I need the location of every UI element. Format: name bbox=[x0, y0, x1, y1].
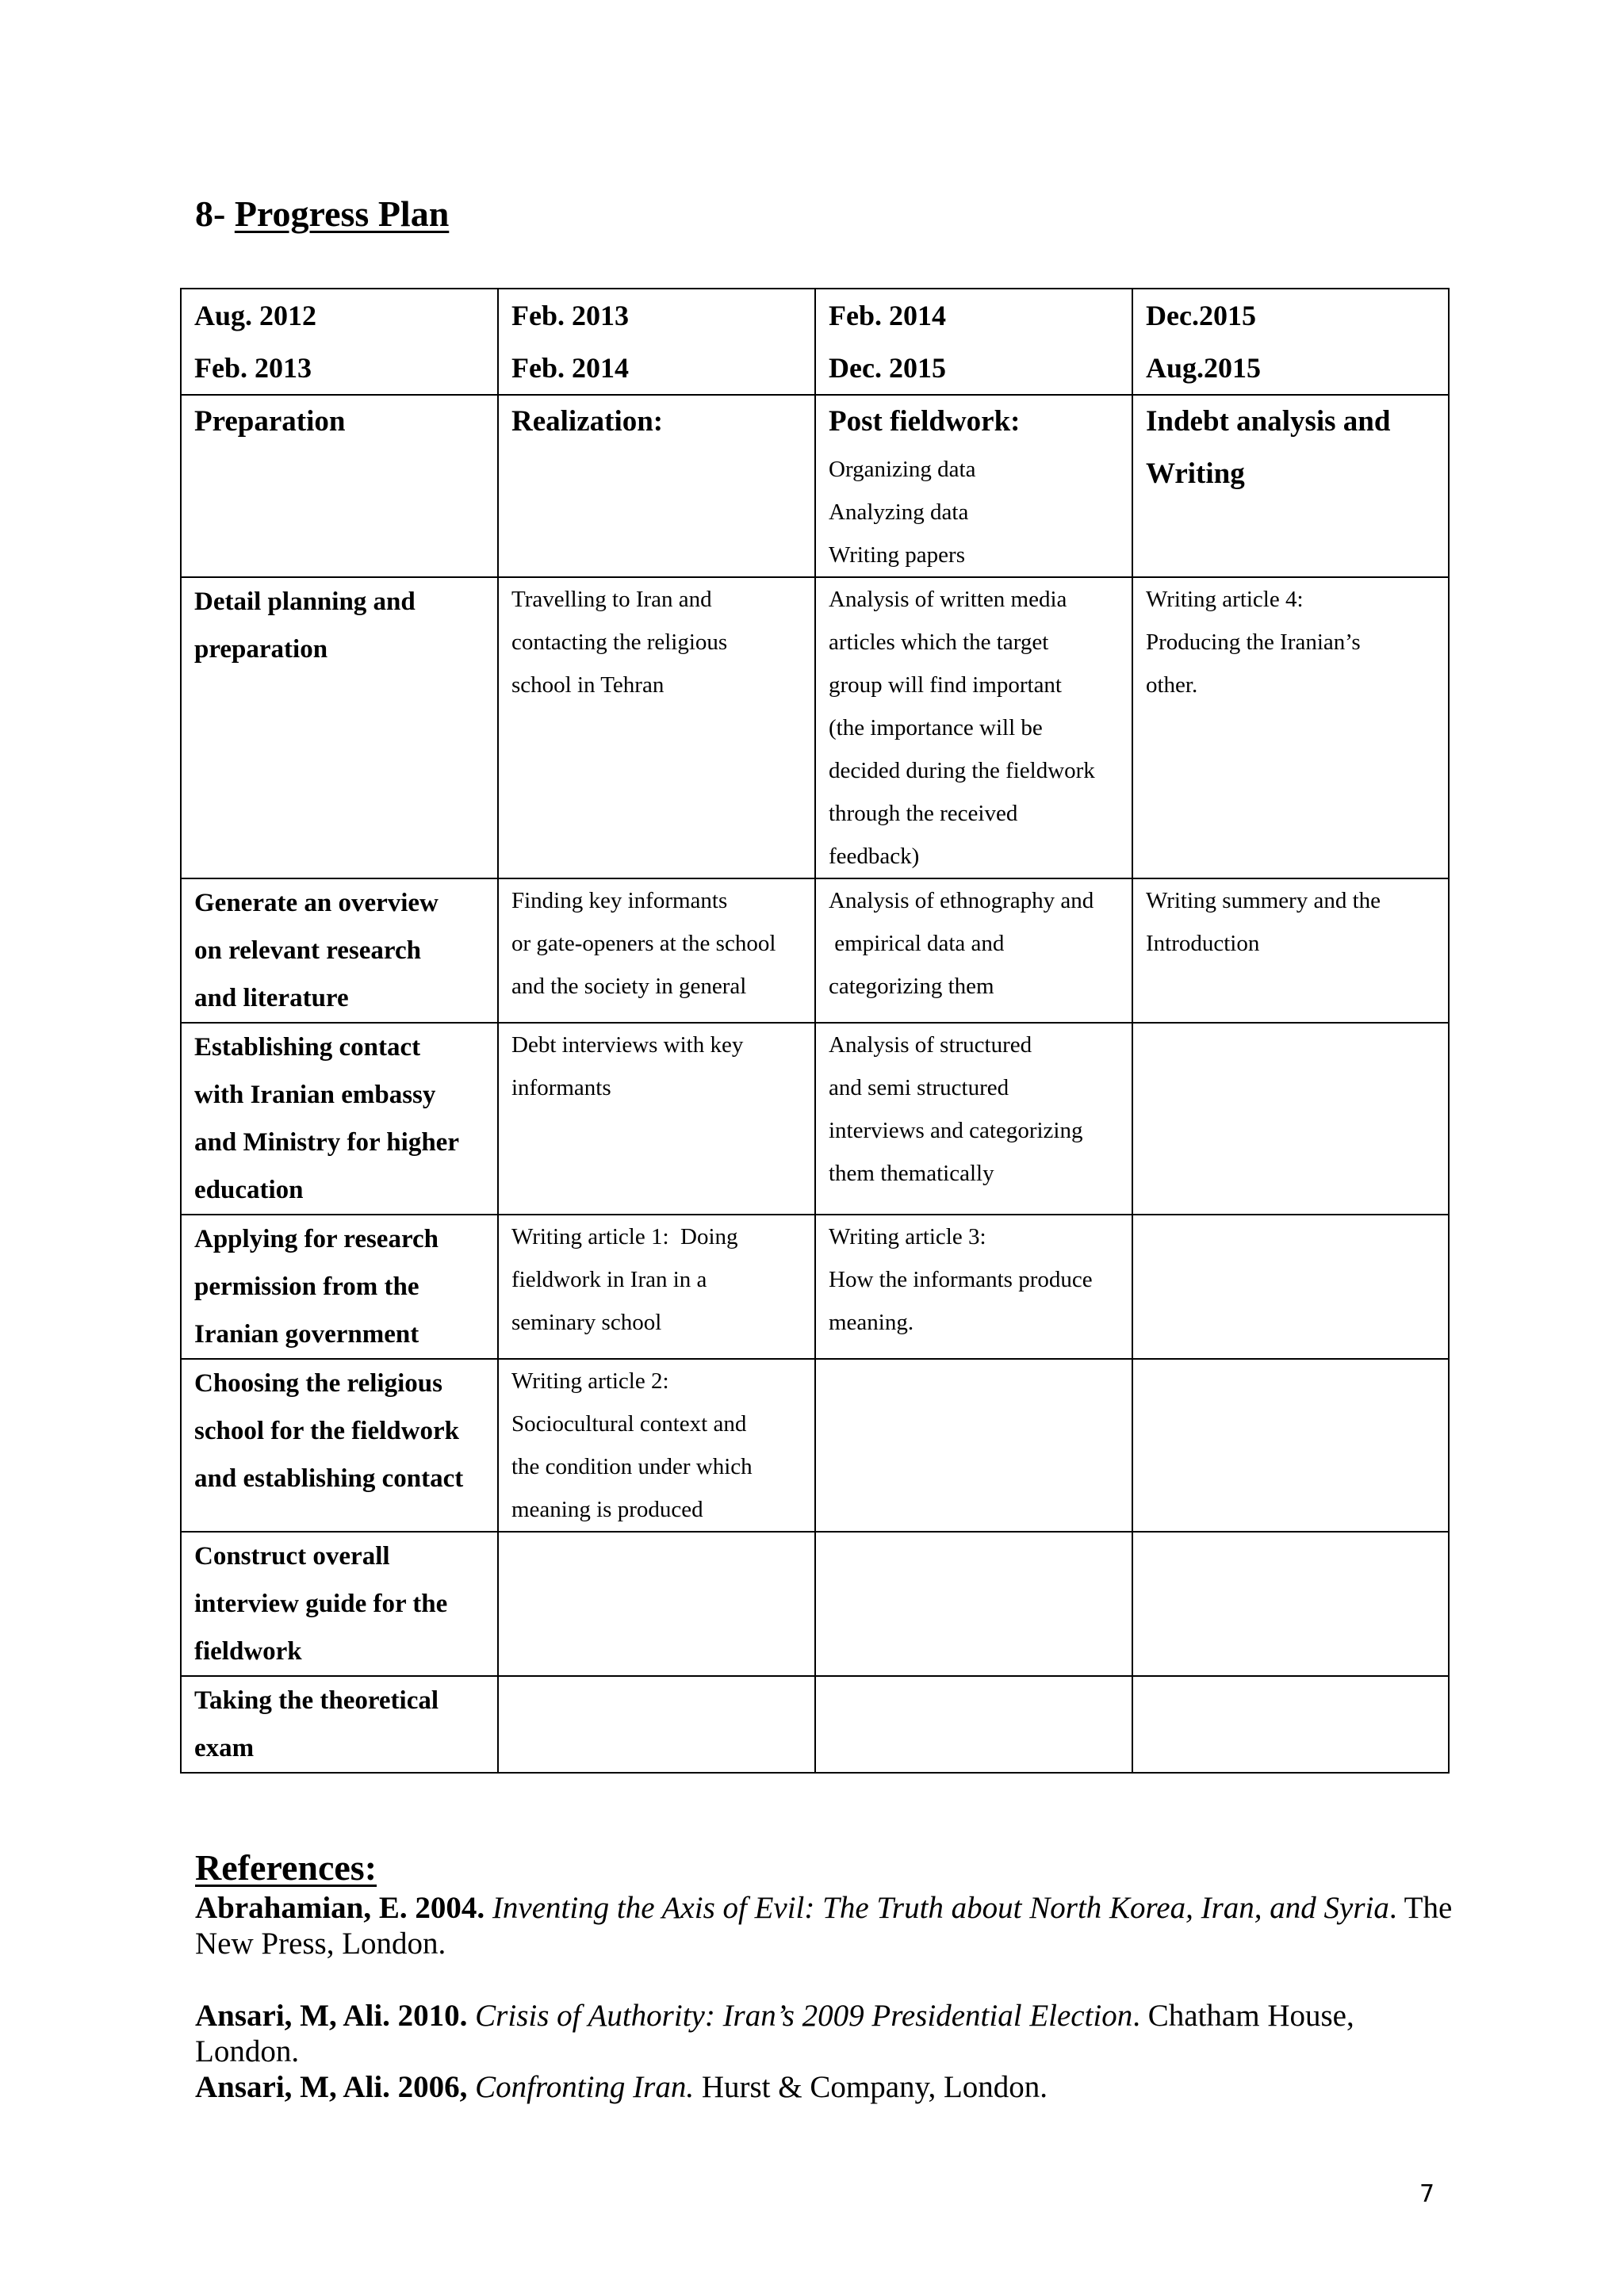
phase-label: Realization: bbox=[511, 405, 664, 438]
phase-cell bbox=[1132, 395, 1449, 577]
task-line: Generate an overview bbox=[194, 889, 439, 917]
detail-line: Writing article 1: Doing bbox=[511, 1224, 738, 1249]
task-line: Detail planning and bbox=[194, 587, 416, 616]
detail-line: informants bbox=[511, 1075, 611, 1100]
period-row bbox=[181, 289, 1449, 395]
detail-cell bbox=[1132, 1023, 1449, 1215]
detail-line: feedback) bbox=[829, 844, 920, 869]
reference-title: Crisis of Authority: Iran’s 2009 Presidential Election bbox=[475, 1999, 1133, 2033]
section-number: 8- bbox=[195, 193, 235, 234]
table-row bbox=[181, 878, 1449, 1023]
detail-line: the condition under which bbox=[511, 1454, 753, 1479]
detail-line: meaning. bbox=[829, 1310, 914, 1335]
detail-cell bbox=[498, 1532, 815, 1676]
table-row bbox=[181, 1023, 1449, 1215]
period-start: Dec.2015 bbox=[1146, 300, 1256, 331]
task-line: interview guide for the bbox=[194, 1590, 448, 1618]
task-line: education bbox=[194, 1176, 304, 1204]
task-cell bbox=[181, 1532, 498, 1676]
detail-line: group will find important bbox=[829, 672, 1062, 698]
detail-line: or gate-openers at the school bbox=[511, 931, 776, 956]
period-cell bbox=[181, 289, 498, 395]
task-line: school for the fieldwork bbox=[194, 1417, 459, 1445]
period-start: Feb. 2014 bbox=[829, 300, 946, 331]
reference-publisher: . The New Press, London. bbox=[195, 1891, 1453, 1961]
period-end: Feb. 2013 bbox=[194, 352, 312, 384]
detail-line: fieldwork in Iran in a bbox=[511, 1267, 707, 1292]
detail-line: Writing article 2: bbox=[511, 1368, 669, 1394]
reference-publisher: . Chatham House, London. bbox=[195, 1999, 1354, 2068]
detail-line: through the received bbox=[829, 801, 1018, 826]
task-line: preparation bbox=[194, 635, 328, 664]
progress-plan-table bbox=[180, 288, 1450, 1774]
phase-label: Writing bbox=[1146, 457, 1245, 490]
reference-author: Ansari, M, Ali. 2006, bbox=[195, 2070, 468, 2104]
detail-line: How the informants produce bbox=[829, 1267, 1093, 1292]
reference-author: Abrahamian, E. 2004. bbox=[195, 1891, 485, 1925]
period-start: Aug. 2012 bbox=[194, 300, 317, 331]
reference-author: Ansari, M, Ali. 2010. bbox=[195, 1999, 468, 2033]
task-cell bbox=[181, 1023, 498, 1215]
task-line: and Ministry for higher bbox=[194, 1128, 459, 1157]
detail-line: decided during the fieldwork bbox=[829, 758, 1095, 783]
detail-cell bbox=[498, 878, 815, 1023]
detail-line: contacting the religious bbox=[511, 629, 728, 655]
detail-cell bbox=[1132, 1676, 1449, 1773]
detail-cell bbox=[498, 1676, 815, 1773]
period-end: Feb. 2014 bbox=[511, 352, 629, 384]
detail-cell bbox=[1132, 577, 1449, 878]
phase-label: Preparation bbox=[194, 405, 346, 438]
task-cell bbox=[181, 878, 498, 1023]
table-row bbox=[181, 1359, 1449, 1532]
table-row bbox=[181, 1532, 1449, 1676]
reference-entry bbox=[195, 1998, 1464, 2069]
task-line: Construct overall bbox=[194, 1542, 390, 1571]
detail-line: Writing article 3: bbox=[829, 1224, 986, 1249]
detail-line: Analysis of written media bbox=[829, 587, 1067, 612]
detail-line: other. bbox=[1146, 672, 1198, 698]
section-heading bbox=[195, 190, 449, 238]
detail-cell bbox=[815, 1676, 1132, 1773]
table-row bbox=[181, 1215, 1449, 1359]
detail-line: categorizing them bbox=[829, 974, 994, 999]
task-line: exam bbox=[194, 1734, 255, 1762]
detail-line: Sociocultural context and bbox=[511, 1411, 747, 1437]
task-line: permission from the bbox=[194, 1272, 419, 1301]
detail-cell bbox=[815, 1532, 1132, 1676]
phase-label: Post fieldwork: bbox=[829, 405, 1021, 438]
detail-line: Writing article 4: bbox=[1146, 587, 1304, 612]
table-row bbox=[181, 1676, 1449, 1773]
detail-cell bbox=[498, 1023, 815, 1215]
task-line: Choosing the religious bbox=[194, 1369, 442, 1398]
phase-row bbox=[181, 395, 1449, 577]
detail-line: seminary school bbox=[511, 1310, 662, 1335]
detail-line: articles which the target bbox=[829, 629, 1049, 655]
phase-cell bbox=[181, 395, 498, 577]
task-line: Applying for research bbox=[194, 1225, 439, 1253]
period-end: Dec. 2015 bbox=[829, 352, 946, 384]
task-line: Taking the theoretical bbox=[194, 1686, 439, 1715]
detail-cell bbox=[498, 577, 815, 878]
task-line: Iranian government bbox=[194, 1320, 419, 1349]
phase-item: Analyzing data bbox=[829, 499, 969, 525]
table-row bbox=[181, 577, 1449, 878]
period-cell bbox=[498, 289, 815, 395]
reference-entry bbox=[195, 1890, 1464, 1961]
phase-item: Organizing data bbox=[829, 457, 976, 482]
section-title: Progress Plan bbox=[234, 193, 450, 234]
task-line: and establishing contact bbox=[194, 1464, 464, 1493]
detail-line: them thematically bbox=[829, 1161, 994, 1186]
task-line: on relevant research bbox=[194, 936, 421, 965]
reference-title: Confronting Iran. bbox=[475, 2070, 695, 2104]
references-section bbox=[195, 1846, 1464, 2105]
period-end: Aug.2015 bbox=[1146, 352, 1262, 384]
task-cell bbox=[181, 1359, 498, 1532]
reference-entry bbox=[195, 2069, 1464, 2105]
task-line: Establishing contact bbox=[194, 1033, 421, 1062]
detail-cell bbox=[815, 577, 1132, 878]
detail-cell bbox=[498, 1359, 815, 1532]
detail-line: Debt interviews with key bbox=[511, 1032, 744, 1058]
detail-cell bbox=[498, 1215, 815, 1359]
detail-line: Producing the Iranian’s bbox=[1146, 629, 1361, 655]
detail-cell bbox=[815, 1023, 1132, 1215]
detail-cell bbox=[1132, 1359, 1449, 1532]
phase-cell bbox=[815, 395, 1132, 577]
reference-title: Inventing the Axis of Evil: The Truth about North Korea, Iran, and Syria bbox=[492, 1891, 1389, 1925]
detail-line: and semi structured bbox=[829, 1075, 1009, 1100]
detail-line: school in Tehran bbox=[511, 672, 665, 698]
task-cell bbox=[181, 1215, 498, 1359]
phase-label: Indebt analysis and bbox=[1146, 405, 1391, 438]
detail-line: Analysis of ethnography and bbox=[829, 888, 1094, 913]
period-cell bbox=[1132, 289, 1449, 395]
task-cell bbox=[181, 1676, 498, 1773]
detail-cell bbox=[815, 878, 1132, 1023]
period-cell bbox=[815, 289, 1132, 395]
phase-cell bbox=[498, 395, 815, 577]
task-cell bbox=[181, 577, 498, 878]
detail-line: Introduction bbox=[1146, 931, 1260, 956]
page-number: 7 bbox=[1419, 2180, 1435, 2208]
references-heading: References: bbox=[195, 1847, 377, 1888]
detail-cell bbox=[815, 1215, 1132, 1359]
detail-cell bbox=[1132, 1215, 1449, 1359]
detail-line: and the society in general bbox=[511, 974, 747, 999]
period-start: Feb. 2013 bbox=[511, 300, 629, 331]
detail-line: empirical data and bbox=[829, 931, 1005, 956]
phase-item: Writing papers bbox=[829, 542, 965, 568]
detail-line: (the importance will be bbox=[829, 715, 1043, 740]
detail-cell bbox=[1132, 878, 1449, 1023]
detail-line: Travelling to Iran and bbox=[511, 587, 712, 612]
detail-line: Writing summery and the bbox=[1146, 888, 1381, 913]
task-line: fieldwork bbox=[194, 1637, 302, 1666]
detail-cell bbox=[815, 1359, 1132, 1532]
detail-line: Finding key informants bbox=[511, 888, 728, 913]
task-line: and literature bbox=[194, 984, 349, 1012]
task-line: with Iranian embassy bbox=[194, 1081, 436, 1109]
detail-cell bbox=[1132, 1532, 1449, 1676]
reference-publisher: Hurst & Company, London. bbox=[694, 2070, 1048, 2104]
detail-line: Analysis of structured bbox=[829, 1032, 1032, 1058]
detail-line: interviews and categorizing bbox=[829, 1118, 1083, 1143]
detail-line: meaning is produced bbox=[511, 1497, 703, 1522]
